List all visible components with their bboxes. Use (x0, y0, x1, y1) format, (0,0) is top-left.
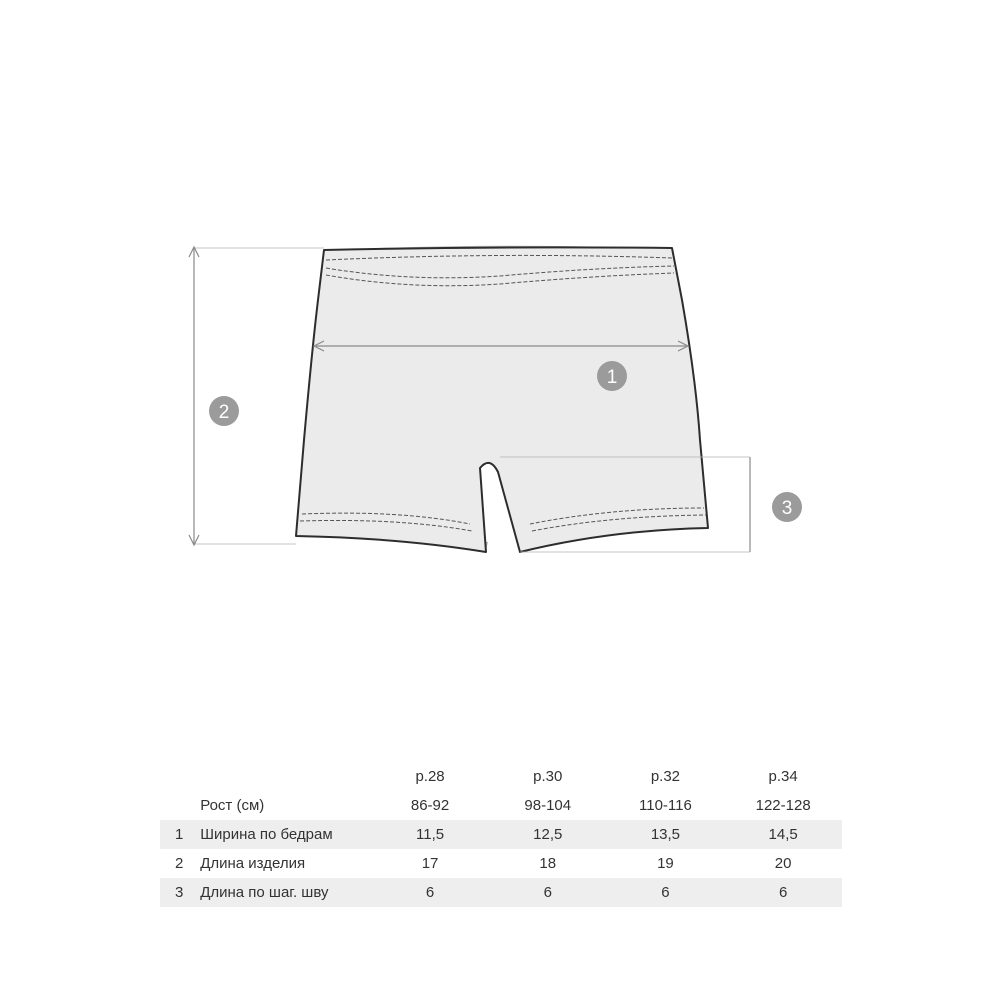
marker-label: 2 (218, 402, 230, 423)
size-label: р.30 (533, 768, 563, 785)
row-value: 11,5 (371, 820, 489, 849)
row-value: 6 (607, 878, 725, 907)
row-number: 1 (160, 820, 198, 849)
size-label: р.28 (415, 768, 445, 785)
height-value: 110-116 (639, 797, 692, 814)
row-value: 18 (539, 855, 557, 872)
row-value: 19 (657, 855, 674, 872)
row-label: Ширина по бедрам (198, 820, 371, 849)
table-row (160, 849, 842, 878)
size-table (160, 762, 842, 907)
row-value: 20 (774, 855, 792, 872)
row-number: 3 (160, 878, 198, 907)
table-row (160, 820, 842, 849)
marker-1 (597, 361, 627, 391)
row-value: 12,5 (489, 820, 607, 849)
row-label: Длина по шаг. шву (198, 878, 371, 907)
row-value: 17 (421, 855, 439, 872)
row-label: Длина изделия (200, 855, 306, 872)
height-label: Рост (см) (200, 797, 265, 814)
size-label: р.32 (650, 768, 681, 785)
marker-2 (209, 396, 239, 426)
row-value: 6 (724, 878, 842, 907)
row-value: 14,5 (724, 820, 842, 849)
row-value: 6 (489, 878, 607, 907)
table-row (160, 878, 842, 907)
height-value: 86-92 (410, 797, 450, 814)
row-value: 13,5 (607, 820, 725, 849)
row-value: 6 (371, 878, 489, 907)
size-header-row (160, 762, 842, 791)
marker-3 (772, 492, 802, 522)
shorts-body (296, 247, 708, 552)
row-number: 2 (174, 855, 184, 872)
marker-label: 1 (606, 367, 618, 388)
height-value: 98-104 (524, 797, 572, 814)
size-label: р.34 (768, 768, 798, 785)
height-row (160, 791, 842, 820)
marker-label: 3 (781, 498, 793, 519)
height-value: 122-128 (755, 797, 811, 814)
